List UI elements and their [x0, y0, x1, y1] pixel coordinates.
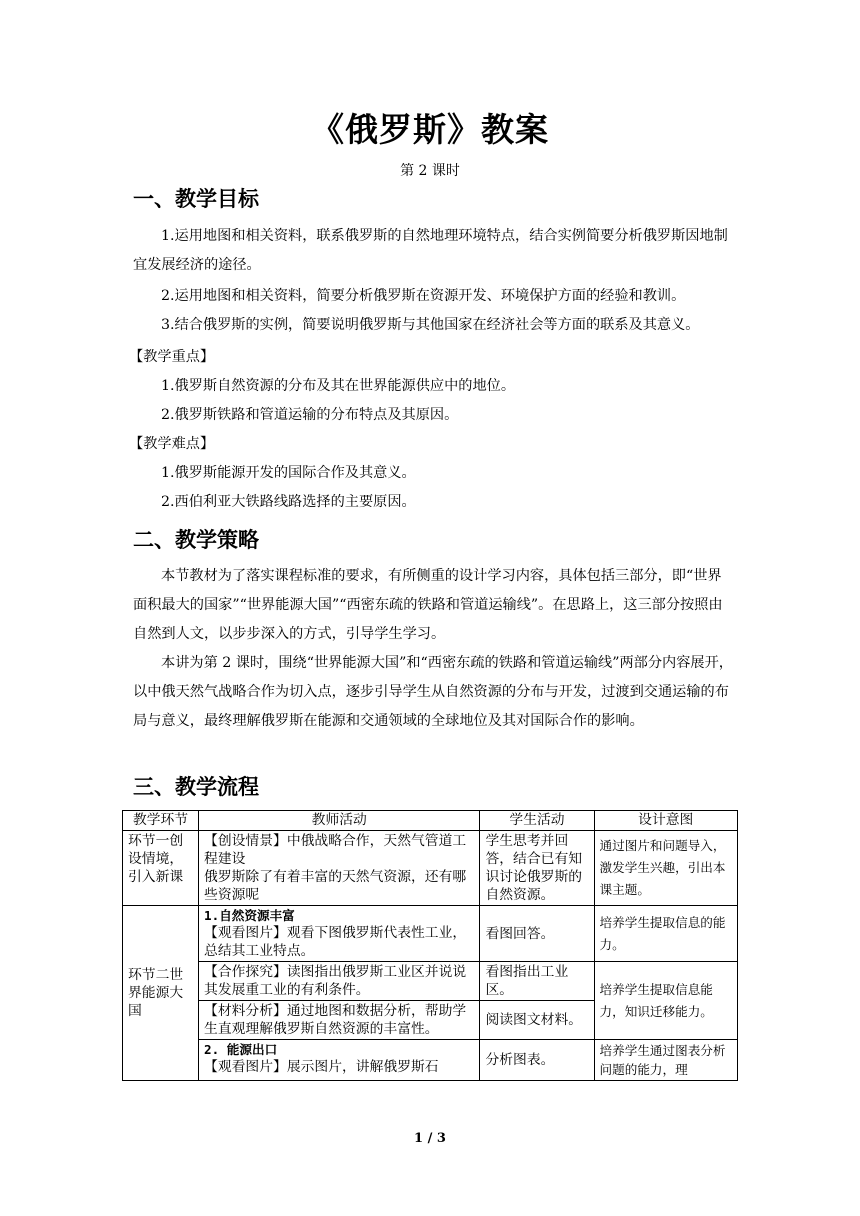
table-row [123, 906, 738, 962]
stage-2-row1-intent: 培养学生提取信息的能力。 [594, 906, 737, 962]
stage-1-student: 学生思考并回答，结合已有知识讨论俄罗斯的自然资源。 [480, 831, 594, 906]
difficult-point-2: 2.西伯利亚大铁路线路选择的主要原因。 [161, 494, 416, 510]
strategy-paragraph-2: 本讲为第 2 课时，围绕“世界能源大国”和“西密东疏的铁路和管道运输线”两部分内容展开，以中俄天然气战略合作为切入点，逐步引导学生从自然资源的分布与开发，过渡到交通运输的布局与意义，最终理解俄罗斯在能源和交通领域的全球地位及其对国际合作的影响。 [133, 655, 733, 729]
difficult-point-1: 1.俄罗斯能源开发的国际合作及其意义。 [161, 465, 416, 481]
section-heading-objectives: 一、教学目标 [133, 187, 259, 211]
stage-2-row3-student: 阅读图文材料。 [480, 1001, 594, 1040]
stage-2-row4-intent: 培养学生通过图表分析问题的能力，理 [594, 1040, 737, 1081]
stage-2-row3-teacher: 【材料分析】通过地图和数据分析，帮助学生直观理解俄罗斯自然资源的丰富性。 [199, 1001, 480, 1040]
stage-2-name: 环节二世界能源大国 [123, 906, 199, 1081]
header-design-intent: 设计意图 [594, 811, 737, 831]
table-row [123, 962, 738, 1001]
stage-2-row4-teacher [199, 1040, 480, 1081]
stage-2-row1-student: 看图回答。 [480, 906, 594, 962]
stage-2-row2-intent: 培养学生提取信息能力，知识迁移能力。 [594, 962, 737, 1040]
key-point-1: 1.俄罗斯自然资源的分布及其在世界能源供应中的地位。 [161, 378, 516, 394]
header-teacher-activity: 教师活动 [199, 811, 480, 831]
table-row [123, 831, 738, 906]
goal-2: 2.运用地图和相关资料，简要分析俄罗斯在资源开发、环境保护方面的经验和教训。 [161, 288, 686, 304]
stage-2-row4-text: 【观看图片】展示图片，讲解俄罗斯石 [204, 1059, 439, 1075]
stage-1-intent: 通过图片和问题导入，激发学生兴趣，引出本课主题。 [594, 831, 737, 906]
stage-1-name: 环节一创设情境，引入新课 [123, 831, 199, 906]
lesson-period: 第 2 课时 [400, 163, 460, 179]
difficult-points-label: 【教学难点】 [129, 436, 215, 452]
strategy-paragraph-1: 本节教材为了落实课程标准的要求，有所侧重的设计学习内容，具体包括三部分，即“世界面积最大的国家”“世界能源大国”“西密东疏的铁路和管道运输线”。在思路上，这三部分按照由自然到人文，以步步深入的方式，引导学生学习。 [133, 568, 723, 642]
table-header-row [123, 811, 738, 831]
key-points-label: 【教学重点】 [129, 349, 215, 365]
stage-2-row2-student: 看图指出工业区。 [480, 962, 594, 1001]
goal-3: 3.结合俄罗斯的实例，简要说明俄罗斯与其他国家在经济社会等方面的联系及其意义。 [161, 317, 700, 333]
page-number: 1 / 3 [414, 1131, 446, 1146]
section-heading-strategy: 二、教学策略 [133, 528, 259, 552]
header-student-activity: 学生活动 [480, 811, 594, 831]
document-title: 《俄罗斯》教案 [311, 110, 549, 149]
table-row [123, 1040, 738, 1081]
teaching-process-table [122, 810, 738, 1081]
stage-2-row1-teacher [199, 906, 480, 962]
goal-1: 1.运用地图和相关资料，联系俄罗斯的自然地理环境特点，结合实例简要分析俄罗斯因地制宜发展经济的途径。 [133, 228, 728, 273]
header-stage: 教学环节 [123, 811, 199, 831]
stage-2-row2-teacher: 【合作探究】读图指出俄罗斯工业区并说说其发展重工业的有利条件。 [199, 962, 480, 1001]
stage-2-row4-heading: 2. 能源出口 [204, 1042, 278, 1057]
stage-1-teacher: 【创设情景】中俄战略合作，天然气管道工程建设 俄罗斯除了有着丰富的天然气资源，还有哪些资源呢 [199, 831, 480, 906]
stage-2-row1-heading: 1.自然资源丰富 [204, 908, 295, 923]
section-heading-process: 三、教学流程 [133, 775, 259, 799]
stage-2-row4-student: 分析图表。 [480, 1040, 594, 1081]
stage-2-row1-text: 【观看图片】观看下图俄罗斯代表性工业，总结其工业特点。 [204, 925, 467, 959]
key-point-2: 2.俄罗斯铁路和管道运输的分布特点及其原因。 [161, 407, 459, 423]
